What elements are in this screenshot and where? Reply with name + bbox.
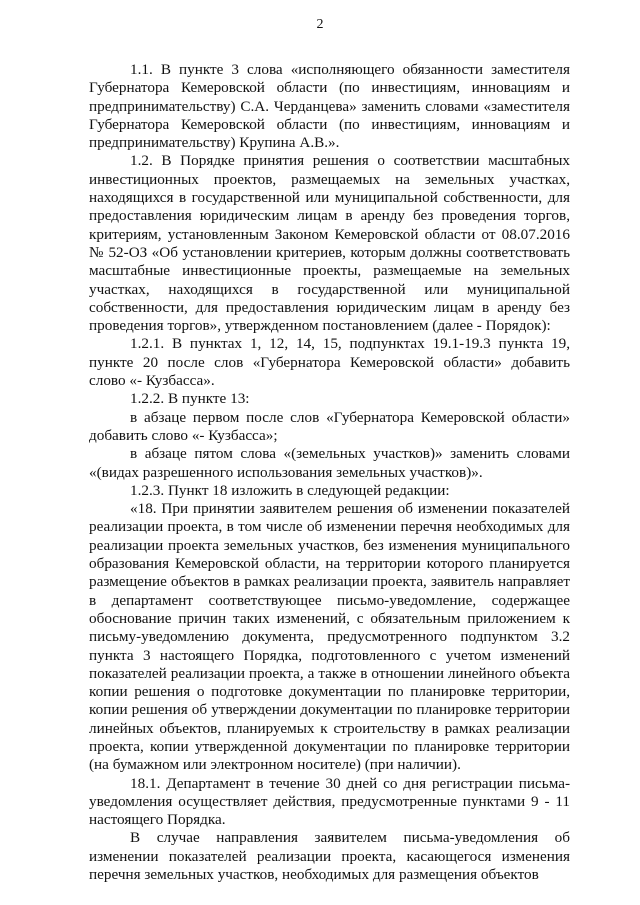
paragraph-18: «18. При принятии заявителем решения об изменении показателей реализации проекта, в том числе об изменении перечня необходимых для реализации проекта земельных участков, без изменения муниципального образования Кемеровской области, на территории которого планируется размещение объектов в рамках реализации проекта, заявитель направляет в департамент соответствующее письмо-уведомление, содержащее обоснование причин таких изменений, с обязательным приложением к письму-уведомлению документа, предусмотренного подпунктом 3.2 пункта 3 настоящего Порядка, подготовленного с учетом изменений показателей реализации проекта, а также в отношении линейного объекта копии решения о подготовке документации по планировке территории, копии решения об утверждении документации по планировке территории линейных объектов, планируемых к строительству в рамках реализации проекта, копии утвержденной документации по планировке территории (на бумажном или электронном носителе) (при наличии). xyxy=(89,500,570,774)
paragraph-1-2-3: 1.2.3. Пункт 18 изложить в следующей редакции: xyxy=(130,481,450,499)
page-number: 2 xyxy=(316,17,324,32)
paragraph-1-2: 1.2. В Порядке принятия решения о соответствии масштабных инвестиционных проектов, размещаемых на земельных участках, находящихся в государственной или муниципальной собственности, для предоставления юридическим лицам в аренду без проведения торгов, критериям, установленным Законом Кемеровской области от 08.07.2016 № 52-ОЗ «Об установлении критериев, которым должны соответствовать масштабные инвестиционные проекты, размещаемые на земельных участках, находящихся в государственной или муниципальной собственности, для предоставления юридическим лицам в аренду без проведения торгов», утвержденном постановлением (далее - Порядок): xyxy=(89,152,570,335)
paragraph-1-2-2: 1.2.2. В пункте 13: xyxy=(130,390,250,408)
paragraph-1-2-1: 1.2.1. В пунктах 1, 12, 14, 15, подпунктах 19.1-19.3 пункта 19, пункте 20 после слов «Губернатора Кемеровской области» добавить слово «- Кузбасса». xyxy=(89,335,570,390)
paragraph-1-1: 1.1. В пункте 3 слова «исполняющего обязанности заместителя Губернатора Кемеровской области (по инвестициям, инновациям и предпринимательству) С.А. Черданцева» заменить словами «заместителя Губернатора Кемеровской области (по инвестициям, инновациям и предпринимательству) Крупина А.В.». xyxy=(89,61,570,152)
paragraph-case: В случае направления заявителем письма-уведомления об изменении показателей реализации проекта, касающегося изменения перечня земельных участков, необходимых для размещения объектов xyxy=(89,829,570,884)
paragraph-18-1: 18.1. Департамент в течение 30 дней со дня регистрации письма-уведомления осуществляет действия, предусмотренные пунктами 9 - 11 настоящего Порядка. xyxy=(89,774,570,829)
document-body xyxy=(89,61,570,884)
paragraph-1-2-2-fifth-abzac: в абзаце пятом слова «(земельных участков)» заменить словами «(видах разрешенного использования земельных участков)». xyxy=(89,445,570,481)
paragraph-1-2-2-first-abzac: в абзаце первом после слов «Губернатора Кемеровской области» добавить слово «- Кузбасса»; xyxy=(89,408,570,444)
